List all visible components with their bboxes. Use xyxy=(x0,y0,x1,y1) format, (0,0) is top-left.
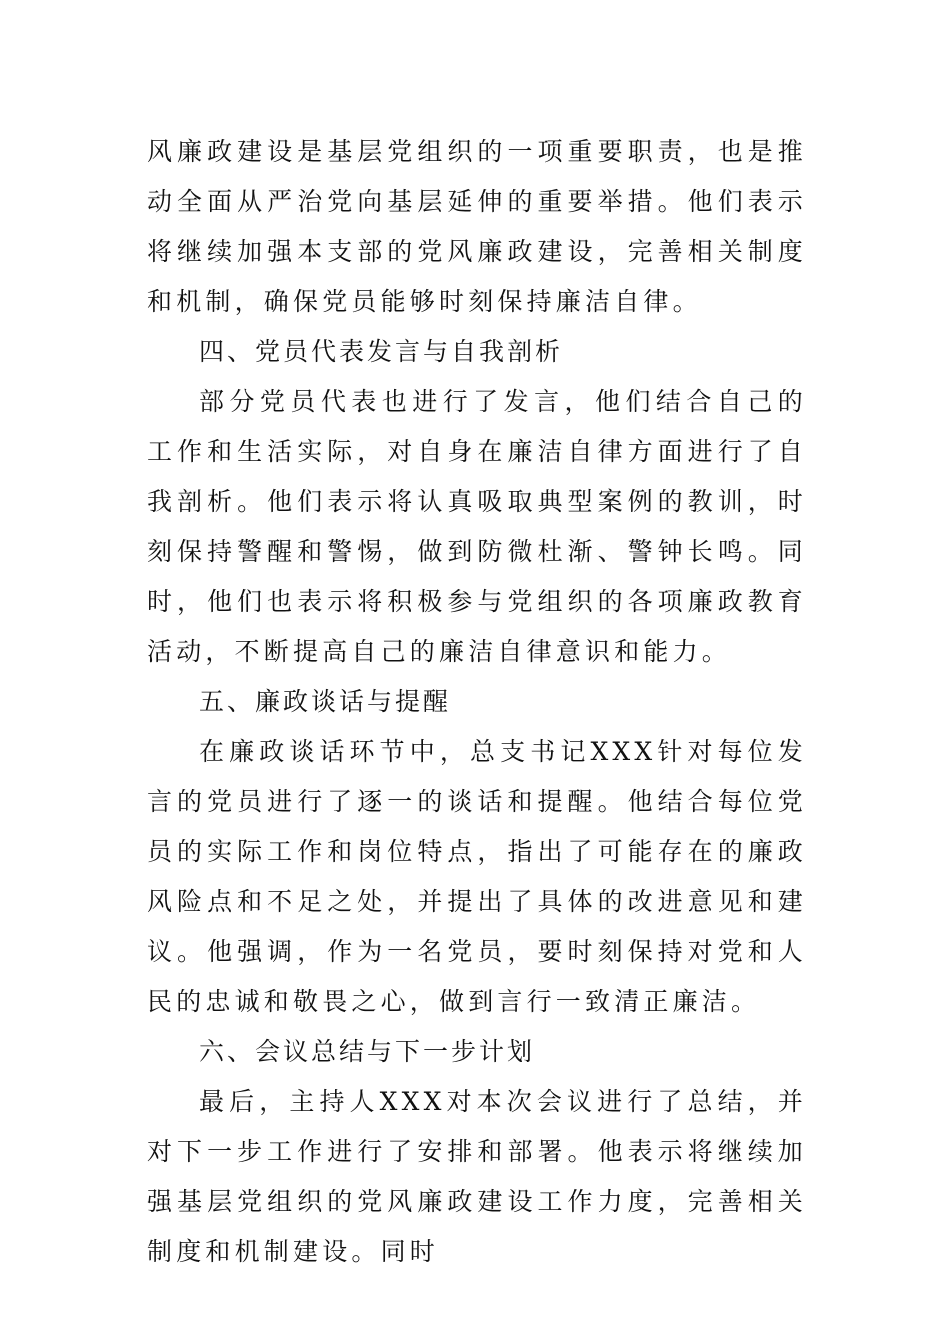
paragraph: 在廉政谈话环节中，总支书记XXX针对每位发言的党员进行了逐一的谈话和提醒。他结合每位党员的实际工作和岗位特点，指出了可能存在的廉政风险点和不足之处，并提出了具体的改进意见和建议。他强调，作为一名党员，要时刻保持对党和人民的忠诚和敬畏之心，做到言行一致清正廉洁。 xyxy=(147,737,807,1016)
section-heading-6: 六、会议总结与下一步计划 xyxy=(199,1037,536,1066)
paragraph-continued: 风廉政建设是基层党组织的一项重要职责，也是推动全面从严治党向基层延伸的重要举措。他们表示将继续加强本支部的党风廉政建设，完善相关制度和机制，确保党员能够时刻保持廉洁自律。 xyxy=(147,137,807,316)
section-heading-4: 四、党员代表发言与自我剖析 xyxy=(199,337,564,366)
document-body xyxy=(147,127,807,1277)
section-heading-5: 五、廉政谈话与提醒 xyxy=(199,687,452,716)
paragraph: 最后，主持人XXX对本次会议进行了总结，并对下一步工作进行了安排和部署。他表示将继续加强基层党组织的党风廉政建设工作力度，完善相关制度和机制建设。同时 xyxy=(147,1087,807,1266)
paragraph: 部分党员代表也进行了发言，他们结合自己的工作和生活实际，对自身在廉洁自律方面进行了自我剖析。他们表示将认真吸取典型案例的教训，时刻保持警醒和警惕，做到防微杜渐、警钟长鸣。同时，他们也表示将积极参与党组织的各项廉政教育活动，不断提高自己的廉洁自律意识和能力。 xyxy=(147,387,807,666)
